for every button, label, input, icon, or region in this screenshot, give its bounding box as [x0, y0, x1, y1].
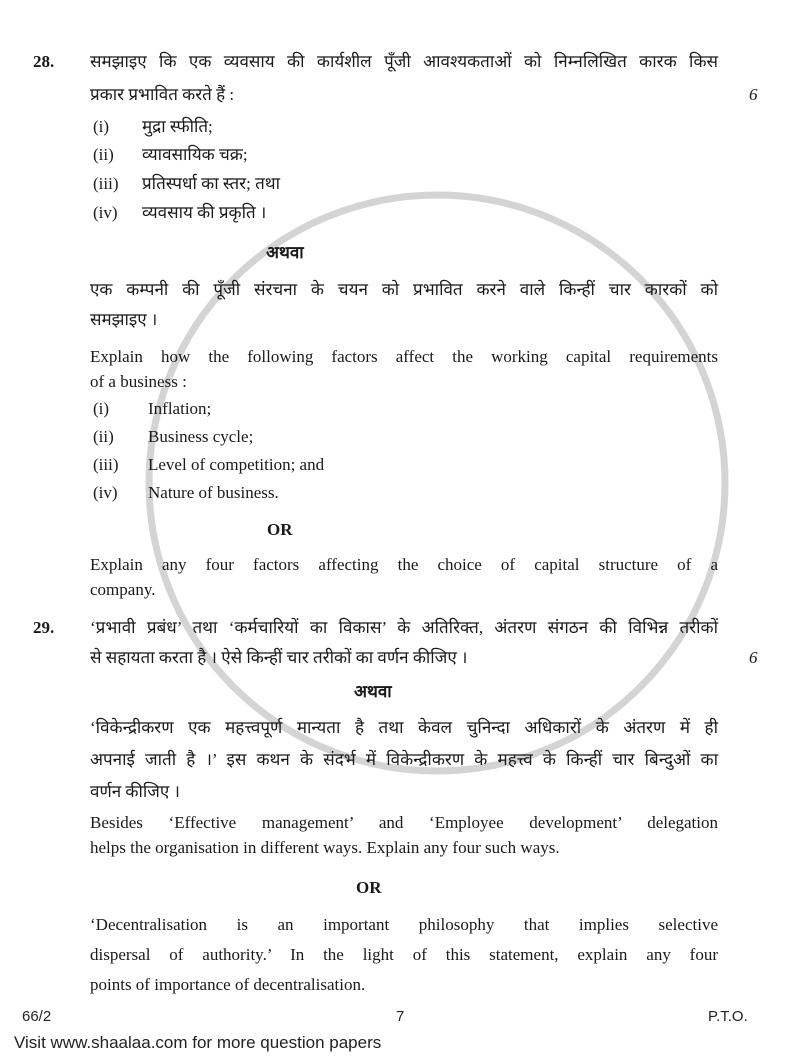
item-text: मुद्रा स्फीति; [142, 117, 213, 136]
question-text-english: Explain how the following factors affect the working capital requirements [90, 347, 718, 366]
item-number: (ii) [93, 145, 114, 164]
pto-label: P.T.O. [708, 1008, 748, 1025]
or-heading-english: OR [356, 878, 382, 897]
question-number: 28. [33, 52, 55, 71]
alt-question-english: points of importance of decentralisation. [90, 975, 366, 994]
item-number: (iii) [93, 174, 119, 193]
item-number: (iv) [93, 483, 118, 502]
alt-question-english: ‘Decentralisation is an important philosophy that implies selective [90, 915, 718, 934]
question-text-hindi: से सहायता करता है । ऐसे किन्हीं चार तरीकों का वर्णन कीजिए । [90, 648, 468, 667]
or-heading-hindi: अथवा [354, 682, 392, 701]
question-number: 29. [33, 618, 55, 637]
question-text-english: Besides ‘Effective management’ and ‘Employee development’ delegation [90, 813, 718, 832]
alt-question-english: Explain any four factors affecting the choice of capital structure of a [90, 555, 718, 574]
item-number: (ii) [93, 427, 114, 446]
alt-question-hindi: समझाइए । [90, 310, 158, 329]
item-text: Level of competition; and [148, 455, 325, 474]
marks: 6 [749, 85, 758, 104]
item-number: (iv) [93, 203, 118, 222]
question-text-hindi: ‘प्रभावी प्रबंध’ तथा ‘कर्मचारियों का विकास’ के अतिरिक्त, अंतरण संगठन की विभिन्न तरीकों [90, 618, 718, 637]
alt-question-english: company. [90, 580, 156, 599]
item-text: Inflation; [148, 399, 212, 418]
item-text: प्रतिस्पर्धा का स्तर; तथा [142, 174, 281, 193]
item-number: (i) [93, 399, 110, 418]
item-number: (iii) [93, 455, 119, 474]
item-text: व्यवसाय की प्रकृति । [142, 203, 267, 222]
question-text-hindi: समझाइए कि एक व्यवसाय की कार्यशील पूँजी आवश्यकताओं को निम्नलिखित कारक किस [90, 52, 718, 71]
alt-question-hindi: ‘विकेन्द्रीकरण एक महत्त्वपूर्ण मान्यता है तथा केवल चुनिन्दा अधिकारों के अंतरण में ही [90, 718, 718, 737]
paper-code: 66/2 [22, 1008, 52, 1025]
alt-question-hindi: अपनाई जाती है ।’ इस कथन के संदर्भ में विकेन्द्रीकरण के महत्त्व के किन्हीं चार बिन्दुओं का [90, 750, 718, 769]
item-text: Business cycle; [148, 427, 254, 446]
or-heading-hindi: अथवा [266, 243, 304, 262]
or-heading-english: OR [267, 520, 293, 539]
alt-question-hindi: एक कम्पनी की पूँजी संरचना के चयन को प्रभावित करने वाले किन्हीं चार कारकों को [90, 280, 718, 299]
question-text-english: helps the organisation in different ways. Explain any four such ways. [90, 838, 560, 857]
question-text-english: of a business : [90, 372, 187, 391]
item-text: Nature of business. [148, 483, 279, 502]
page-number: 7 [396, 1008, 405, 1025]
visit-link[interactable]: Visit www.shaalaa.com for more question papers [14, 1033, 382, 1052]
item-number: (i) [93, 117, 110, 136]
question-text-hindi: प्रकार प्रभावित करते हैं : [90, 85, 235, 104]
item-text: व्यावसायिक चक्र; [142, 145, 248, 164]
alt-question-hindi: वर्णन कीजिए । [90, 782, 180, 801]
alt-question-english: dispersal of authority.’ In the light of this statement, explain any four [90, 945, 718, 964]
marks: 6 [749, 648, 758, 667]
